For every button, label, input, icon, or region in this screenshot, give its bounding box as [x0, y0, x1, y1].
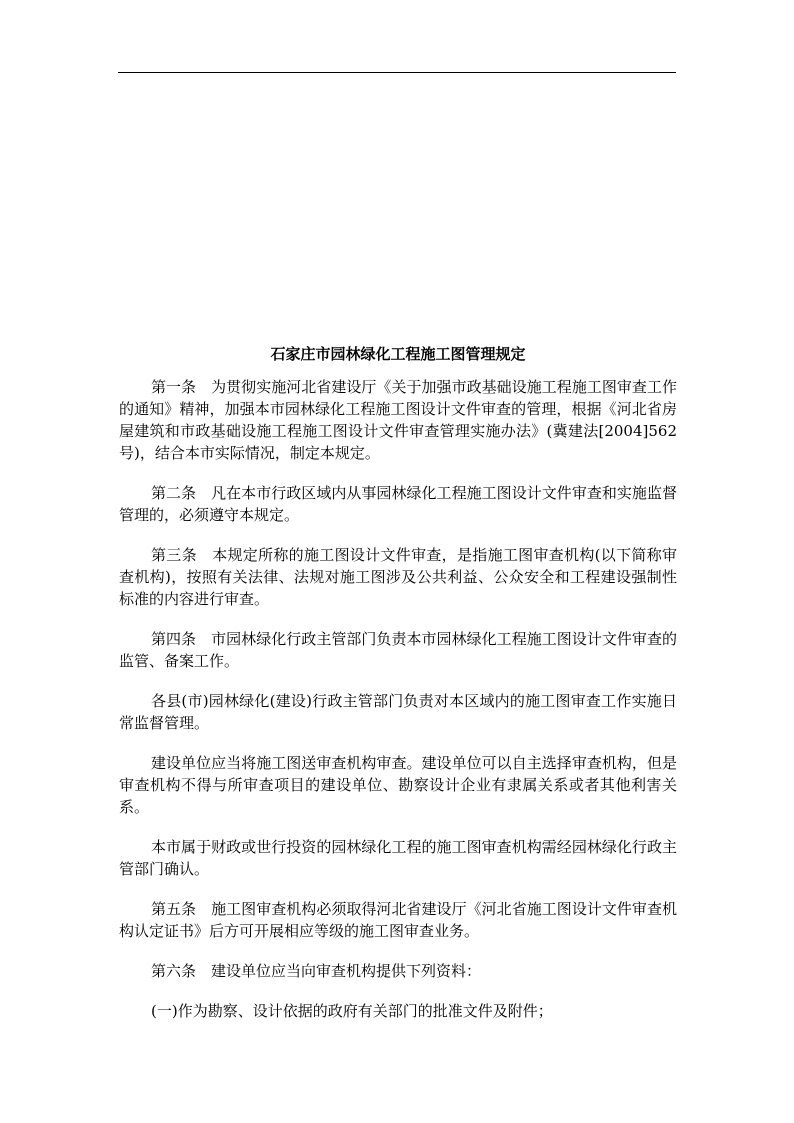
paragraph-article-3: 第三条 本规定所称的施工图设计文件审查，是指施工图审查机构(以下简称审查机构)，按照有关法律、法规对施工图涉及公共利益、公众安全和工程建设强制性标准的内容进行审查。 — [119, 546, 677, 608]
paragraph-article-5: 第五条 施工图审查机构必须取得河北省建设厅《河北省施工图设计文件审查机构认定证书》后方可开展相应等级的施工图审查业务。 — [119, 900, 677, 940]
paragraph-article-1: 第一条 为贯彻实施河北省建设厅《关于加强市政基础设施工程施工图审查工作的通知》精神，加强本市园林绿化工程施工图设计文件审查的管理，根据《河北省房屋建筑和市政基础设施工程施工图设计文件审查管理实施办法》(冀建法[2004]562号)，结合本市实际情况，制定本规定。 — [119, 378, 677, 462]
paragraph-article-2: 第二条 凡在本市行政区域内从事园林绿化工程施工图设计文件审查和实施监督管理的，必须遵守本规定。 — [119, 484, 677, 524]
document-title: 石家庄市园林绿化工程施工图管理规定 — [270, 345, 526, 363]
paragraph-article-4: 第四条 市园林绿化行政主管部门负责本市园林绿化工程施工图设计文件审查的监管、备案工作。 — [119, 630, 677, 670]
paragraph-article-6: 第六条 建设单位应当向审查机构提供下列资料： — [151, 962, 482, 980]
paragraph-county-supervision: 各县(市)园林绿化(建设)行政主管部门负责对本区域内的施工图审查工作实施日常监督管理。 — [119, 692, 677, 732]
paragraph-confirmation: 本市属于财政或世行投资的园林绿化工程的施工图审查机构需经园林绿化行政主管部门确认。 — [119, 838, 677, 878]
header-rule — [118, 72, 676, 73]
document-body — [119, 342, 677, 1040]
paragraph-submission: 建设单位应当将施工图送审查机构审查。建设单位可以自主选择审查机构，但是审查机构不得与所审查项目的建设单位、勘察设计企业有隶属关系或者其他利害关系。 — [119, 754, 677, 816]
paragraph-item-1: (一)作为勘察、设计依据的政府有关部门的批准文件及附件； — [151, 1002, 553, 1020]
